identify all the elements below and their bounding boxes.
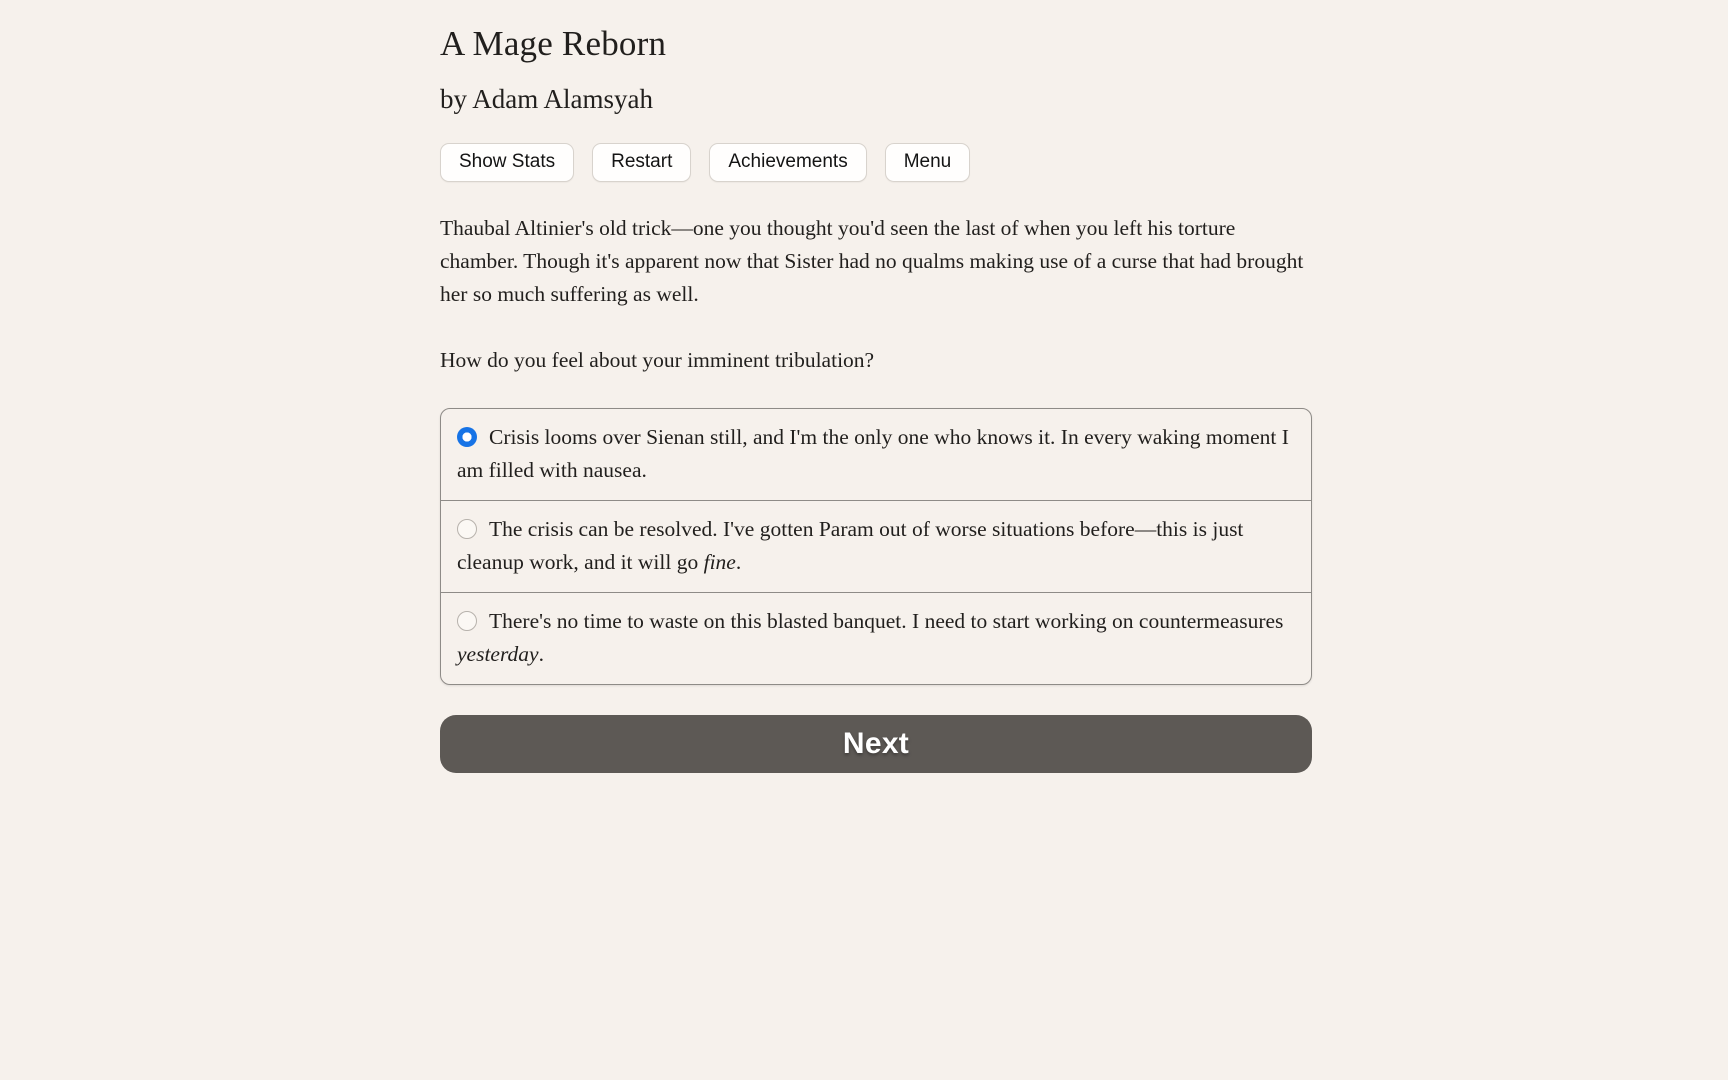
choice-option-2[interactable] [441, 592, 1311, 684]
achievements-button[interactable]: Achievements [709, 143, 866, 182]
toolbar [440, 143, 1312, 182]
page-title: A Mage Reborn [440, 24, 667, 63]
show-stats-button[interactable]: Show Stats [440, 143, 574, 182]
restart-button[interactable]: Restart [592, 143, 691, 182]
game-content [440, 0, 1312, 773]
choice-radio-1[interactable] [457, 519, 477, 539]
next-button[interactable]: Next [440, 715, 1312, 773]
choice-option-0[interactable] [441, 409, 1311, 500]
story-question: How do you feel about your imminent tribulation? [440, 348, 875, 372]
choice-text: The crisis can be resolved. I've gotten Param out of worse situations before—this is just cleanup work, and it will go fine. [457, 517, 1244, 574]
byline: by Adam Alamsyah [440, 84, 653, 114]
choice-text: Crisis looms over Sienan still, and I'm the only one who knows it. In every waking moment I am filled with nausea. [457, 425, 1289, 482]
choice-option-1[interactable] [441, 500, 1311, 592]
menu-button[interactable]: Menu [885, 143, 971, 182]
choice-radio-0[interactable] [457, 427, 477, 447]
choice-text: There's no time to waste on this blasted banquet. I need to start working on countermeasures yesterday. [457, 609, 1284, 666]
choice-group [440, 408, 1312, 685]
story-paragraph: Thaubal Altinier's old trick—one you thought you'd seen the last of when you left his torture chamber. Though it's apparent now that Sister had no qualms making use of a curse that had brought her so much suffering as well. [440, 216, 1304, 306]
choice-radio-2[interactable] [457, 611, 477, 631]
